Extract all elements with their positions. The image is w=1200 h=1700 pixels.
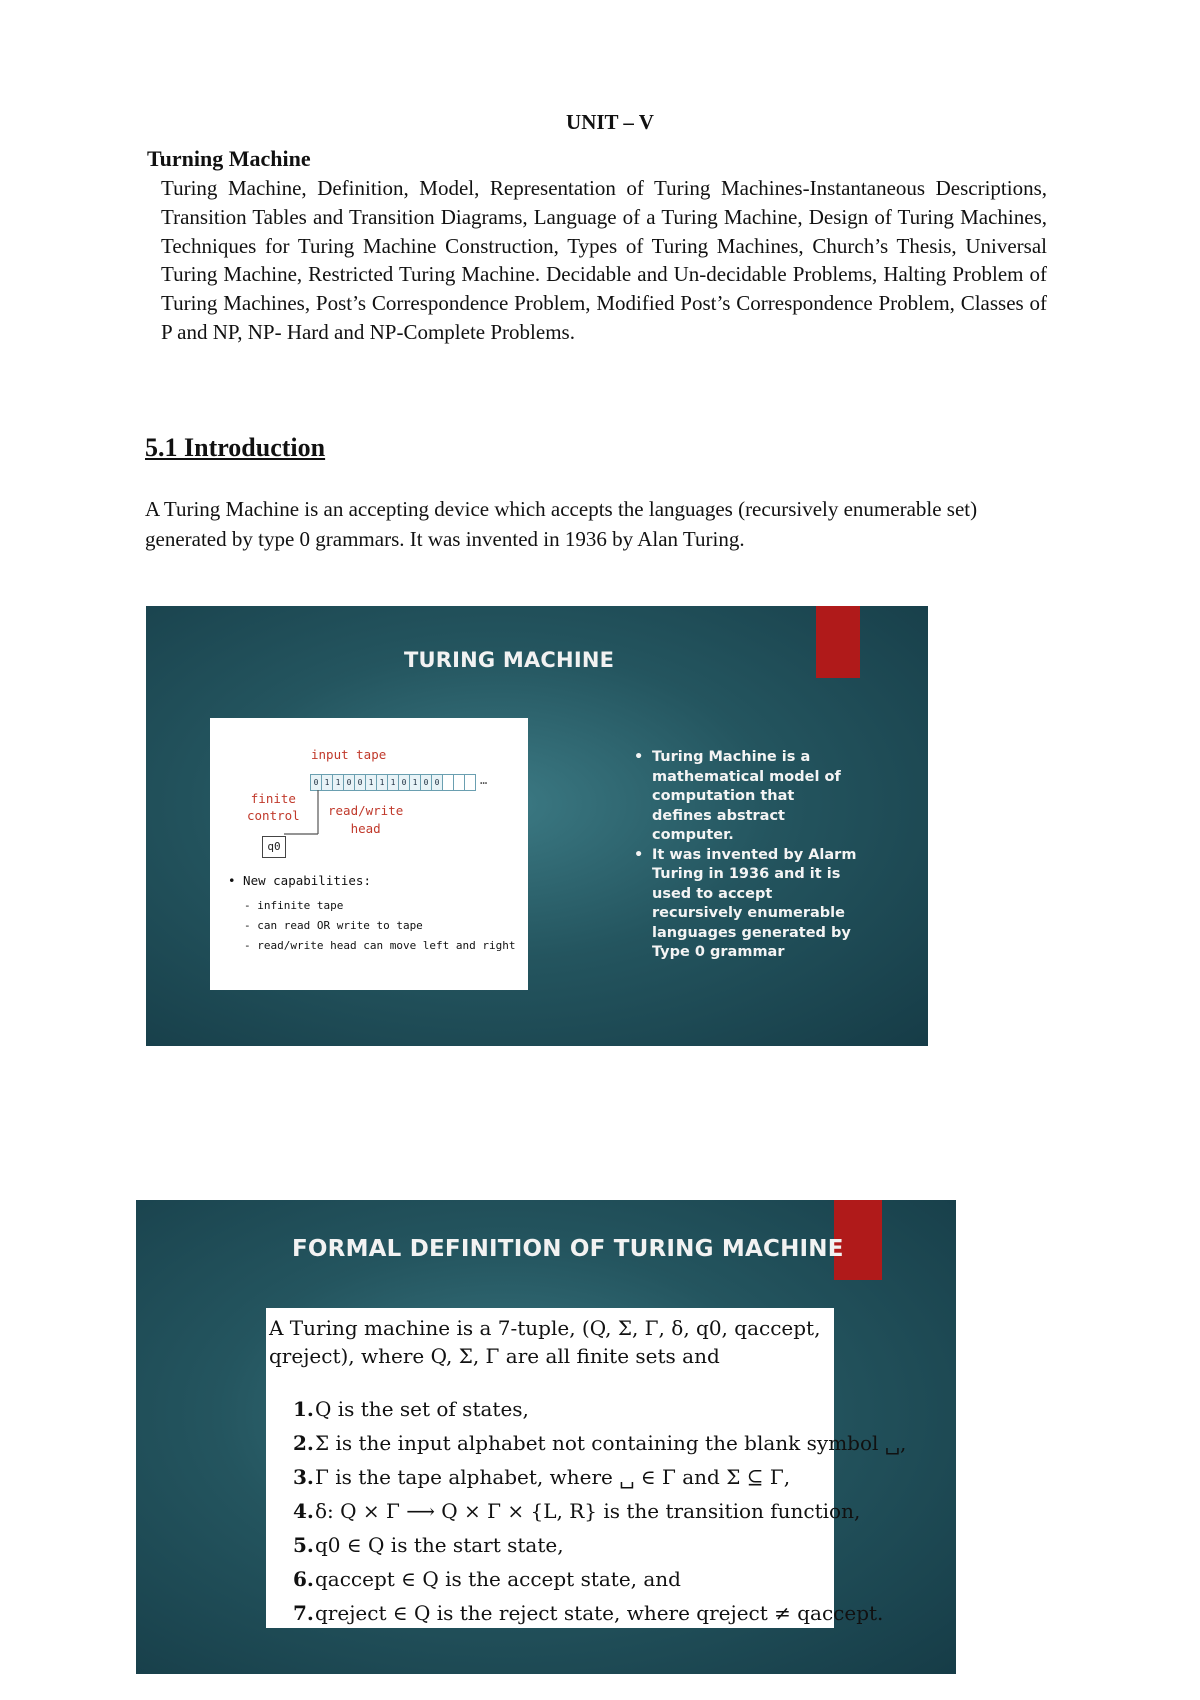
item-text: qaccept ∈ Q is the accept state, and: [315, 1567, 681, 1591]
input-tape-label: input tape: [311, 747, 387, 762]
tape-cell: 0: [398, 774, 410, 791]
capabilities-title: • New capabilities:: [228, 873, 371, 888]
tape-cell: 0: [310, 774, 322, 791]
capability-item: - read/write head can move left and right: [244, 939, 516, 952]
item-number: 5.: [293, 1533, 314, 1557]
definition-item: [293, 1494, 906, 1528]
item-number: 6.: [293, 1567, 314, 1591]
tape-cell: 1: [387, 774, 399, 791]
tape-cell: 0: [431, 774, 443, 791]
item-text: Q is the set of states,: [315, 1397, 529, 1421]
tape-cell: 1: [409, 774, 421, 791]
slide-bullets: [638, 748, 858, 963]
capability-item: - infinite tape: [244, 899, 344, 912]
tape-ellipsis: …: [480, 773, 488, 787]
definition-item: [293, 1460, 906, 1494]
slide-red-tab: [816, 606, 860, 678]
slide-turing-machine: [146, 606, 928, 1046]
finite-control-label: finite control: [247, 791, 300, 823]
item-text: q0 ∈ Q is the start state,: [315, 1533, 564, 1557]
tape-cell: 1: [321, 774, 333, 791]
slide-title: FORMAL DEFINITION OF TURING MACHINE: [292, 1236, 844, 1262]
slide-title: TURING MACHINE: [404, 648, 615, 672]
intro-paragraph: A Turing Machine is an accepting device which accepts the languages (recursively enumerable set) generated by type 0 grammars. It was invented in 1936 by Alan Turing.: [145, 497, 978, 551]
item-text: Σ is the input alphabet not containing the blank symbol ␣,: [315, 1431, 907, 1455]
read-write-head-label: read/write head: [328, 803, 404, 836]
unit-heading: UNIT – V: [566, 110, 654, 134]
definition-panel: [266, 1308, 907, 1628]
definition-intro: A Turing machine is a 7-tuple, (Q, Σ, Γ, δ, q0, qaccept, qreject), where Q, Σ, Γ are all finite sets and: [269, 1316, 821, 1368]
definition-item: [293, 1562, 906, 1596]
intro-heading: 5.1 Introduction: [145, 433, 326, 462]
item-text: qreject ∈ Q is the reject state, where qreject ≠ qaccept.: [315, 1601, 884, 1625]
slide-formal-definition: [136, 1200, 956, 1674]
tape-cell: 1: [376, 774, 388, 791]
item-text: δ: Q × Γ ⟶ Q × Γ × {L, R} is the transition function,: [315, 1499, 861, 1523]
section-title: Turning Machine: [147, 146, 311, 171]
tape-cell: 0: [354, 774, 366, 791]
tape-cell: 1: [332, 774, 344, 791]
definition-item: [293, 1596, 906, 1630]
item-number: 1.: [293, 1397, 314, 1421]
turing-machine-diagram: [210, 718, 528, 990]
definition-item: [293, 1392, 906, 1426]
definition-list: [293, 1392, 906, 1630]
bullet-item: • Turing Machine is a mathematical model of computation that defines abstract computer.: [638, 748, 858, 846]
tape-cell: 0: [343, 774, 355, 791]
capability-item: - can read OR write to tape: [244, 919, 423, 932]
definition-item: [293, 1528, 906, 1562]
tape-cell: 1: [365, 774, 377, 791]
item-number: 7.: [293, 1601, 314, 1625]
bullet-item: • It was invented by Alarm Turing in 1936 and it is used to accept recursively enumerable languages generated by Type 0 grammar: [638, 846, 858, 963]
capabilities-list: [244, 896, 516, 956]
syllabus-paragraph: Turing Machine, Definition, Model, Representation of Turing Machines-Instantaneous Descriptions, Transition Tables and Transition Diagrams, Language of a Turing Machine, Design of Turing Machines, Techniques for Turing Machine Construction, Types of Turing Machines, Church’s Thesis, Universal Turing Machine, Restricted Turing Machine. Decidable and Un-decidable Problems, Halting Problem of Turing Machines, Post’s Correspondence Problem, Modified Post’s Correspondence Problem, Classes of P and NP, NP- Hard and NP-Complete Problems.: [161, 176, 1047, 344]
item-number: 3.: [293, 1465, 314, 1489]
state-box: q0: [262, 836, 286, 858]
item-number: 4.: [293, 1499, 314, 1523]
definition-item: [293, 1426, 906, 1460]
tape-cell: 0: [420, 774, 432, 791]
item-text: Γ is the tape alphabet, where ␣ ∈ Γ and Σ ⊆ Γ,: [315, 1465, 791, 1489]
item-number: 2.: [293, 1431, 314, 1455]
